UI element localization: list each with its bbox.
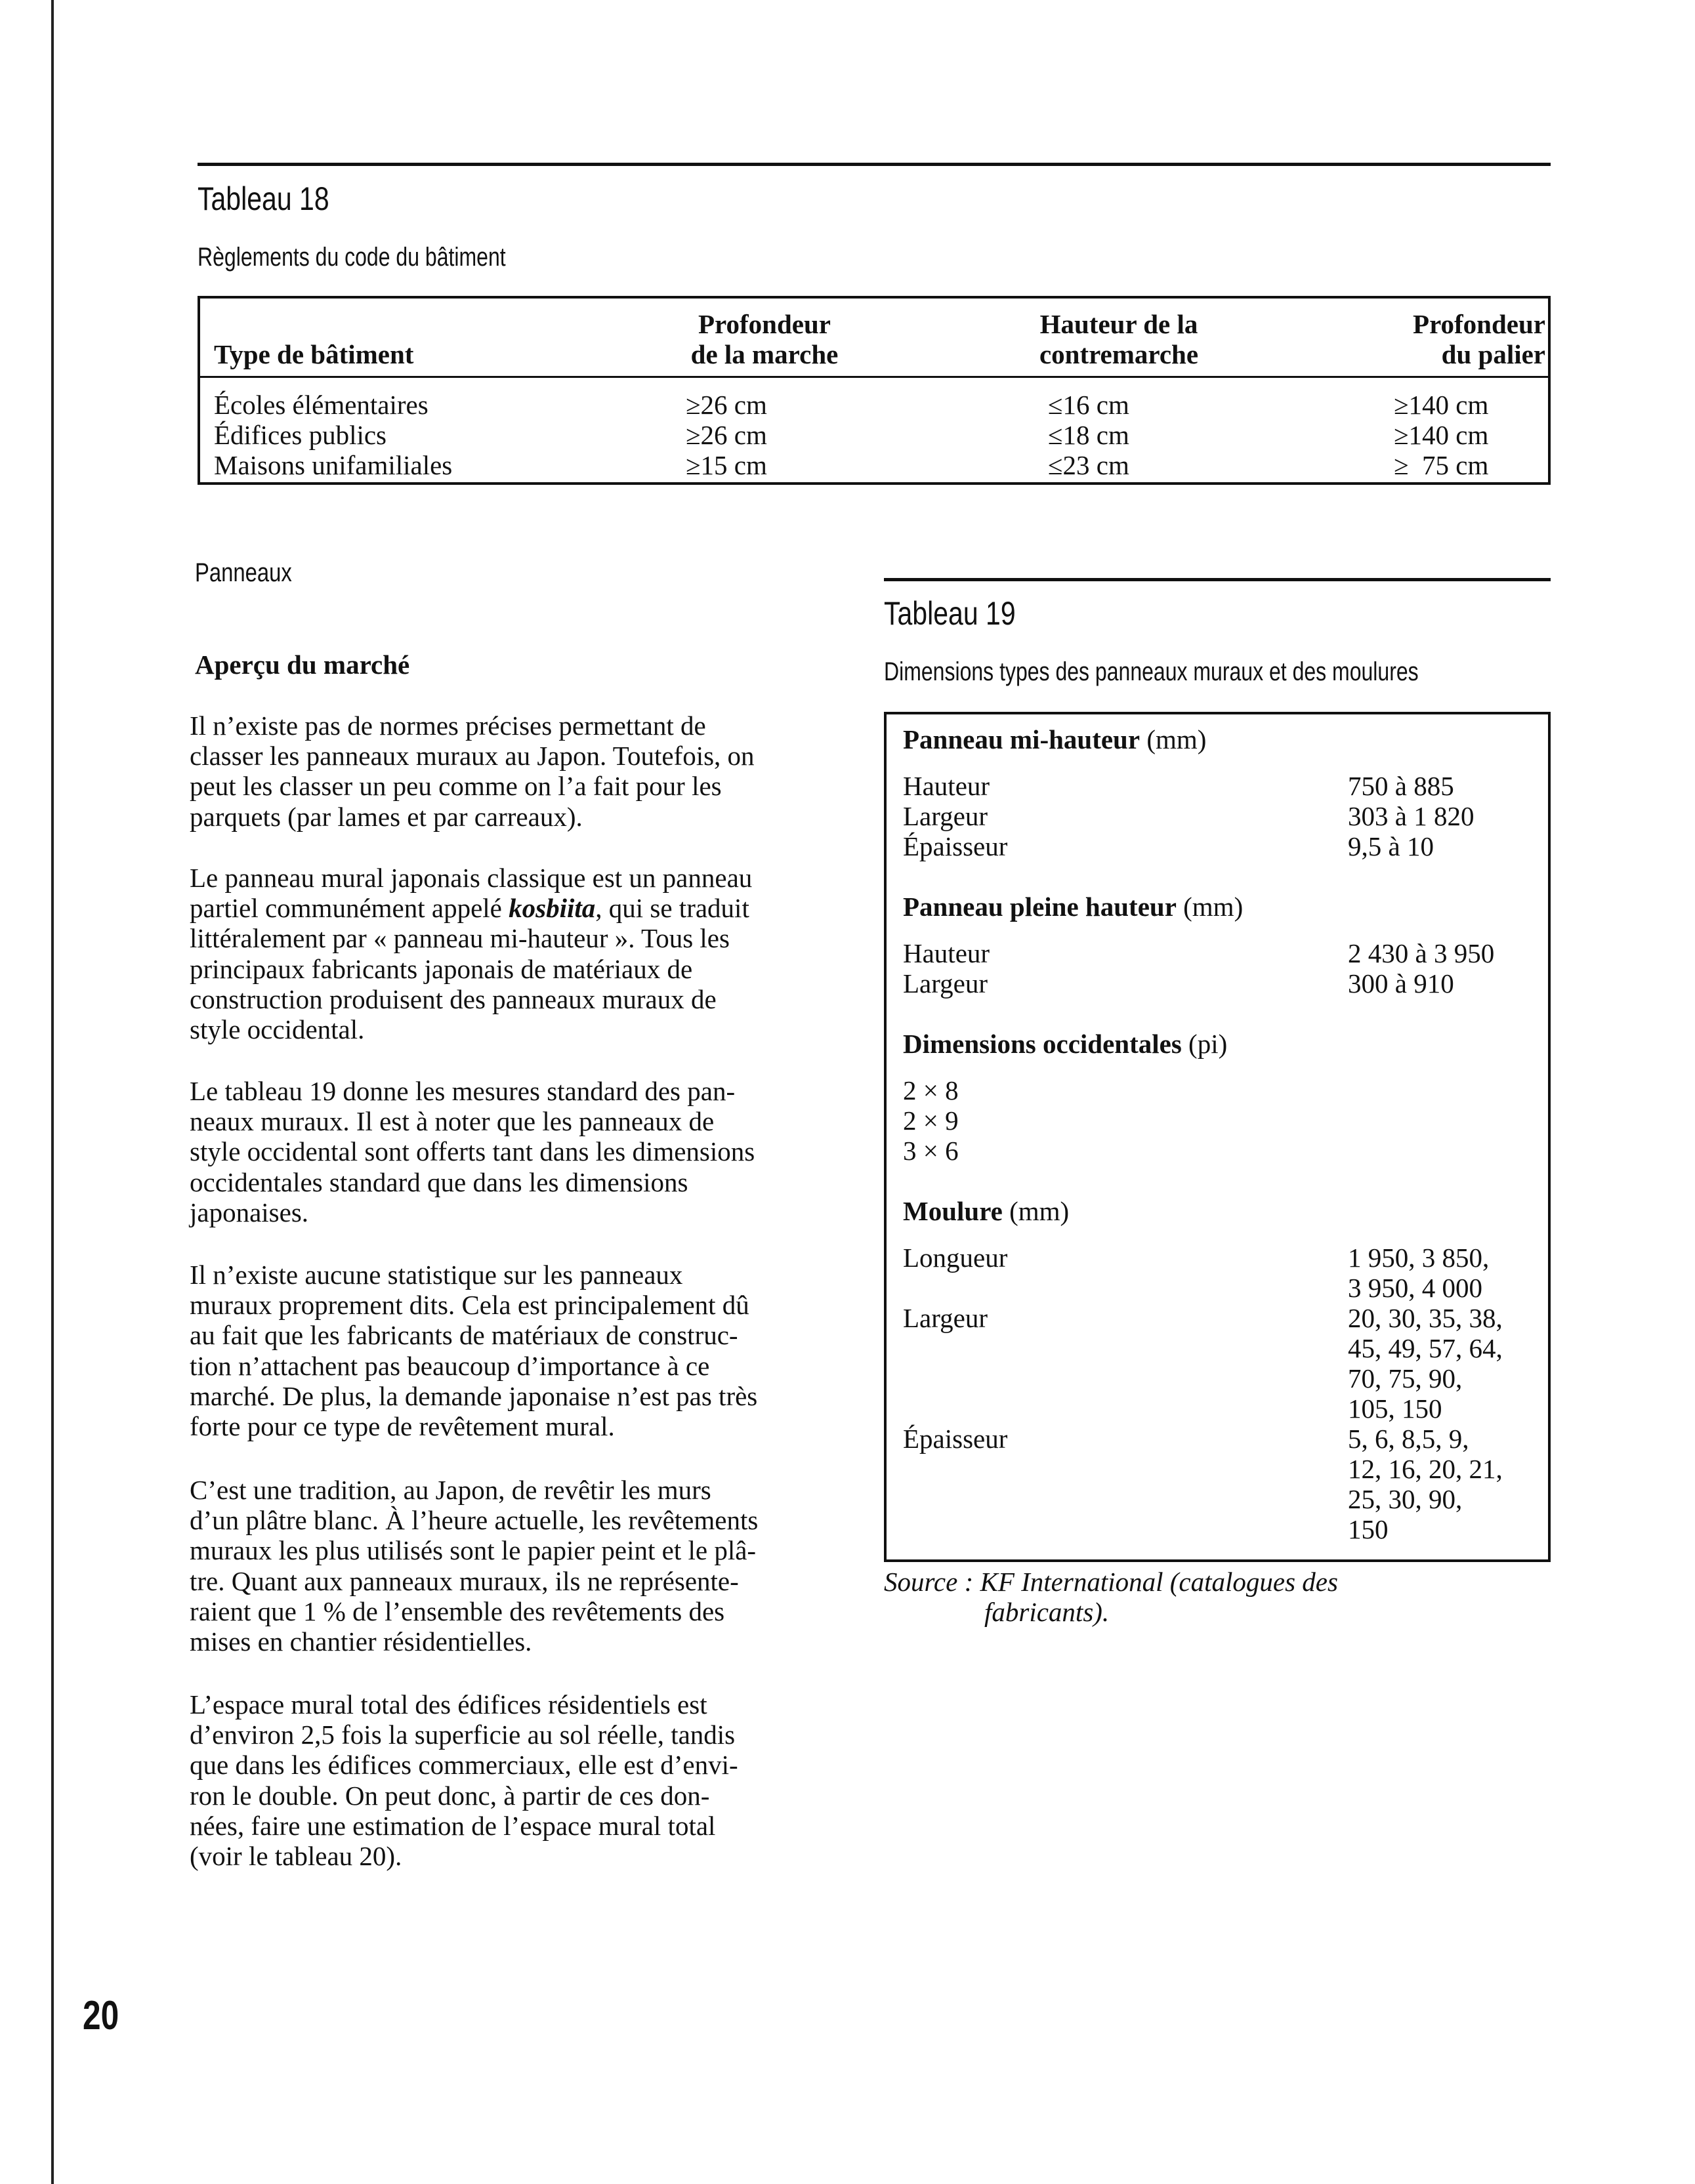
moulure-longueur-label: Longueur <box>903 1243 1008 1273</box>
tableau-19 <box>884 712 1551 1562</box>
tableau-18-top-rule <box>198 163 1551 166</box>
header-hauteur-contremarche: Hauteur de la contremarche <box>1039 309 1199 369</box>
row-2-hauteur-contremarche: ≤18 cm <box>1048 420 1129 450</box>
row-2-profondeur-palier: ≥140 cm <box>1394 420 1489 450</box>
tableau-19-top-rule <box>884 578 1551 581</box>
row-3-hauteur-contremarche: ≤23 cm <box>1048 450 1129 480</box>
row-3-type: Maisons unifamiliales <box>214 450 453 480</box>
row-3-profondeur-palier: ≥ 75 cm <box>1394 450 1489 480</box>
tableau-18-label: Tableau 18 <box>198 180 329 217</box>
moulure-largeur-value: 20, 30, 35, 38, 45, 49, 57, 64, 70, 75, 90, 105, 150 <box>1348 1303 1503 1424</box>
header-profondeur-marche: Profondeur de la marche <box>690 309 839 369</box>
term-kosbiita: kosbiita <box>509 893 596 924</box>
occidentales-dimension-2: 2 × 9 <box>903 1105 959 1136</box>
subheading-apercu-du-marche: Aperçu du marché <box>195 649 410 680</box>
mi-hauteur-hauteur-value: 750 à 885 <box>1348 771 1454 801</box>
group-moulure-title: Moulure (mm) <box>903 1196 1070 1226</box>
mi-hauteur-largeur-value: 303 à 1 820 <box>1348 801 1475 831</box>
mi-hauteur-epaisseur-value: 9,5 à 10 <box>1348 831 1434 861</box>
paragraph-2: Le panneau mural japonais classique est un panneau partiel communément appelé kosbiita, qui se traduit littéralement par « panneau mi-hauteur ». Tous les principaux fabricants japonais de matériaux de construction produisent des panneaux muraux de style occidental. <box>190 863 753 1045</box>
row-1-hauteur-contremarche: ≤16 cm <box>1048 390 1129 420</box>
occidentales-dimension-3: 3 × 6 <box>903 1136 959 1166</box>
header-separator <box>200 376 1548 378</box>
header-profondeur-palier: Profondeur du palier <box>1413 309 1545 369</box>
tableau-18-caption: Règlements du code du bâtiment <box>198 243 506 272</box>
group-panneau-mi-hauteur-title: Panneau mi-hauteur (mm) <box>903 724 1207 754</box>
row-1-profondeur-palier: ≥140 cm <box>1394 390 1489 420</box>
group-panneau-pleine-hauteur-title: Panneau pleine hauteur (mm) <box>903 892 1244 922</box>
occidentales-dimension-1: 2 × 8 <box>903 1075 959 1105</box>
group-dimensions-occidentales-title: Dimensions occidentales (pi) <box>903 1029 1228 1059</box>
row-1-type: Écoles élémentaires <box>214 390 429 420</box>
pleine-hauteur-hauteur-value: 2 430 à 3 950 <box>1348 938 1495 968</box>
tableau-19-source: Source : KF International (catalogues des fabricants). <box>884 1567 1338 1627</box>
moulure-largeur-label: Largeur <box>903 1303 988 1333</box>
paragraph-6: L’espace mural total des édifices résidentiels est d’environ 2,5 fois la superficie au sol réelle, tandis que dans les édifices commerciaux, elle est d’envi- ron le double. On peut donc, à partir de ces don- nées, faire une estimation de l’espace mural total (voir le tableau 20). <box>190 1689 738 1872</box>
paragraph-1: Il n’existe pas de normes précises permettant de classer les panneaux muraux au Japon. Toutefois, on peut les classer un peu comme on l’a fait pour les parquets (par lames et par carreaux). <box>190 711 755 832</box>
row-3-profondeur-marche: ≥15 cm <box>686 450 767 480</box>
page-binding-edge <box>51 0 54 2184</box>
tableau-19-label: Tableau 19 <box>884 595 1016 632</box>
mi-hauteur-largeur-label: Largeur <box>903 801 988 831</box>
mi-hauteur-hauteur-label: Hauteur <box>903 771 990 801</box>
pleine-hauteur-largeur-label: Largeur <box>903 968 988 999</box>
moulure-longueur-value: 1 950, 3 850, 3 950, 4 000 <box>1348 1243 1490 1303</box>
moulure-epaisseur-value: 5, 6, 8,5, 9, 12, 16, 20, 21, 25, 30, 90, 150 <box>1348 1424 1503 1544</box>
paragraph-4: Il n’existe aucune statistique sur les panneaux muraux proprement dits. Cela est principalement dû au fait que les fabricants de matériaux de construc- tion n’attachent pas beaucoup d’importance à ce marché. De plus, la demande japonaise n’est pas très forte pour ce type de revêtement mural. <box>190 1260 758 1442</box>
moulure-epaisseur-label: Épaisseur <box>903 1424 1008 1454</box>
mi-hauteur-epaisseur-label: Épaisseur <box>903 831 1008 861</box>
tableau-18 <box>198 296 1551 485</box>
pleine-hauteur-hauteur-label: Hauteur <box>903 938 990 968</box>
header-type-de-batiment: Type de bâtiment <box>214 339 414 369</box>
section-label-panneaux: Panneaux <box>195 558 292 587</box>
pleine-hauteur-largeur-value: 300 à 910 <box>1348 968 1454 999</box>
paragraph-5: C’est une tradition, au Japon, de revêtir les murs d’un plâtre blanc. À l’heure actuelle, les revêtements muraux les plus utilisés sont le papier peint et le plâ- tre. Quant aux panneaux muraux, ils ne représente- raient que 1 % de l’ensemble des revêtements des mises en chantier résidentielles. <box>190 1475 759 1657</box>
row-2-profondeur-marche: ≥26 cm <box>686 420 767 450</box>
row-2-type: Édifices publics <box>214 420 387 450</box>
paragraph-3: Le tableau 19 donne les mesures standard des pan- neaux muraux. Il est à noter que les panneaux de style occidental sont offerts tant dans les dimensions occidentales standard que dans les dimensions japonaises. <box>190 1076 755 1227</box>
tableau-19-caption: Dimensions types des panneaux muraux et des moulures <box>884 657 1419 686</box>
row-1-profondeur-marche: ≥26 cm <box>686 390 767 420</box>
page-number: 20 <box>83 1993 119 2038</box>
